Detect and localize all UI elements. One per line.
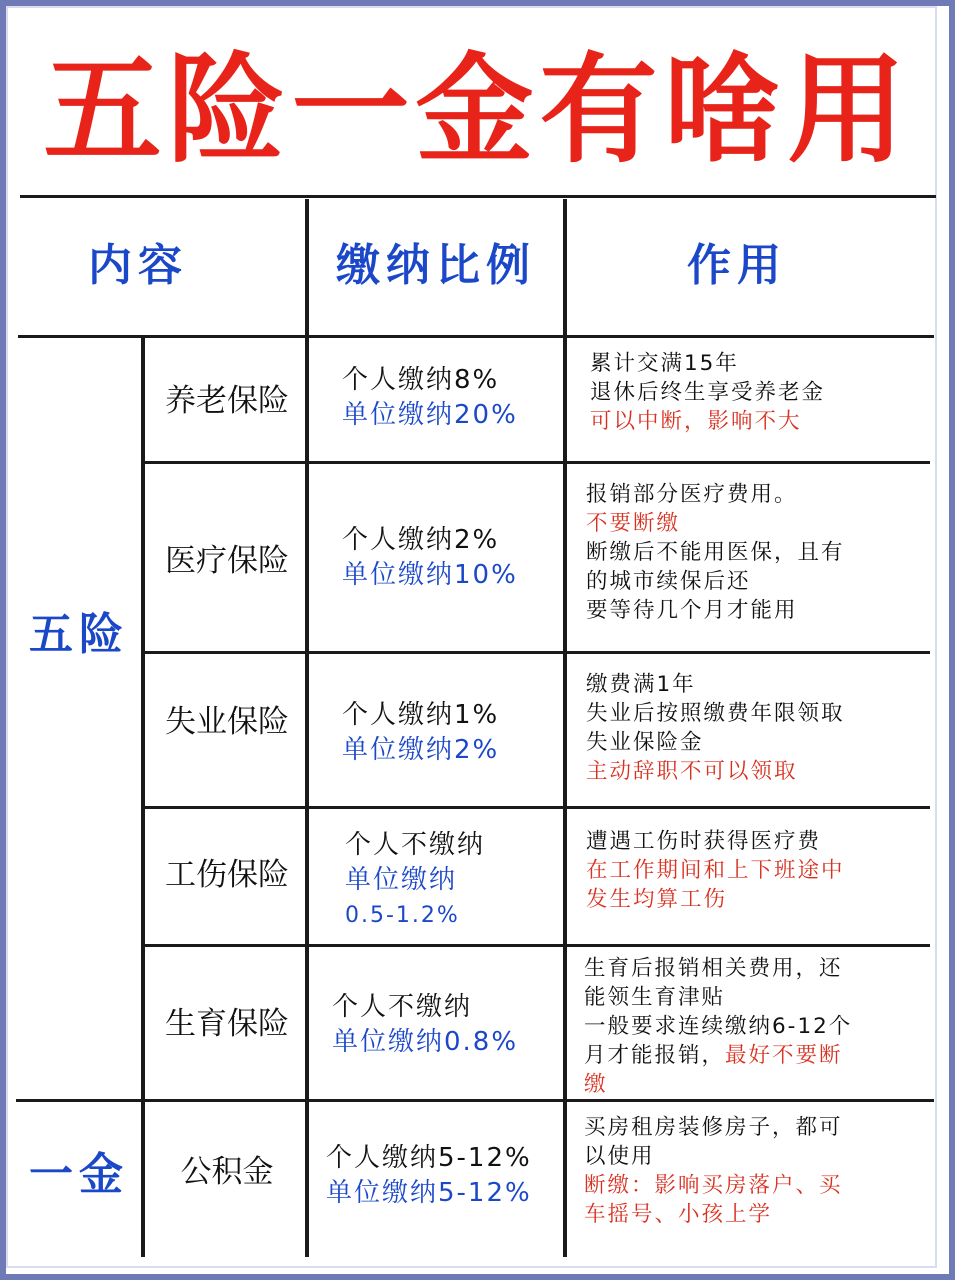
desc-work-injury — [586, 827, 921, 914]
personal-rate: 个人缴纳5-12% — [326, 1143, 532, 1173]
row-name-medical: 医疗保险 — [165, 543, 289, 579]
desc-line: 一般要求连续缴纳6-12个 — [584, 1014, 853, 1039]
row-name-work-injury: 工伤保险 — [165, 857, 289, 893]
ratio-pension — [342, 363, 596, 433]
company-rate: 单位缴纳 — [345, 865, 458, 895]
personal-rate: 个人缴纳8% — [342, 365, 500, 395]
desc-line: 要等待几个月才能用 — [586, 598, 798, 623]
category-five-insurances: 五险 — [29, 609, 129, 660]
desc-line: 报销部分医疗费用。 — [586, 482, 798, 507]
desc-warning: 最好不要断 — [725, 1043, 843, 1068]
company-rate: 单位缴纳10% — [342, 560, 518, 590]
desc-warning: 断缴：影响买房落户、买 — [584, 1173, 843, 1198]
desc-line: 失业保险金 — [586, 730, 704, 755]
desc-line: 断缴后不能用医保，且有 — [586, 540, 845, 565]
desc-warning: 在工作期间和上下班途中 — [586, 858, 845, 883]
desc-line: 的城市续保后还 — [586, 569, 751, 594]
company-rate: 单位缴纳2% — [342, 735, 500, 765]
desc-line: 能领生育津贴 — [584, 985, 726, 1010]
desc-line: 累计交满15年 — [590, 351, 739, 376]
divider — [20, 195, 936, 198]
header-content: 内容 — [88, 240, 188, 291]
ratio-housing-fund — [326, 1141, 580, 1211]
desc-line: 买房租房装修房子，都可 — [584, 1115, 843, 1140]
row-name-housing-fund: 公积金 — [180, 1154, 274, 1190]
category-one-fund: 一金 — [29, 1149, 129, 1200]
personal-rate: 个人缴纳2% — [342, 525, 500, 555]
header-effect: 作用 — [687, 240, 787, 291]
desc-pension — [590, 349, 925, 436]
ratio-work-injury — [345, 828, 599, 933]
desc-warning: 发生均算工伤 — [586, 887, 728, 912]
divider — [144, 944, 930, 947]
divider — [144, 651, 930, 654]
company-rate-range: 0.5-1.2% — [345, 903, 460, 928]
personal-rate: 个人缴纳1% — [342, 700, 500, 730]
page-title: 五险一金有啥用 — [43, 41, 912, 179]
desc-line: 失业后按照缴费年限领取 — [586, 701, 845, 726]
divider — [141, 337, 145, 1257]
desc-line: 缴费满1年 — [586, 672, 696, 697]
personal-rate: 个人不缴纳 — [345, 830, 486, 860]
desc-mixed-line — [584, 1041, 919, 1070]
desc-line: 以使用 — [584, 1144, 655, 1169]
desc-unemployment — [586, 670, 921, 786]
header-ratio: 缴纳比例 — [336, 240, 536, 291]
row-name-unemployment: 失业保险 — [165, 704, 289, 740]
desc-warning: 缴 — [584, 1072, 608, 1097]
desc-warning: 可以中断，影响不大 — [590, 409, 802, 434]
divider — [16, 1099, 934, 1102]
desc-warning: 车摇号、小孩上学 — [584, 1202, 773, 1227]
row-name-maternity: 生育保险 — [165, 1006, 289, 1042]
company-rate: 单位缴纳0.8% — [332, 1027, 519, 1057]
ratio-medical — [342, 523, 596, 593]
row-name-pension: 养老保险 — [165, 383, 289, 419]
desc-warning: 不要断缴 — [586, 511, 681, 536]
ratio-unemployment — [342, 698, 596, 768]
desc-line: 遭遇工伤时获得医疗费 — [586, 829, 822, 854]
divider — [144, 806, 930, 809]
ratio-maternity — [332, 990, 586, 1060]
divider — [144, 461, 930, 464]
desc-line-part: 月才能报销， — [584, 1043, 726, 1068]
company-rate: 单位缴纳5-12% — [326, 1178, 532, 1208]
desc-line: 生育后报销相关费用，还 — [584, 956, 843, 981]
desc-maternity — [584, 954, 919, 1099]
desc-warning: 主动辞职不可以领取 — [586, 759, 798, 784]
desc-housing-fund — [584, 1113, 919, 1229]
desc-medical — [586, 480, 921, 625]
desc-line: 退休后终生享受养老金 — [590, 380, 826, 405]
company-rate: 单位缴纳20% — [342, 400, 518, 430]
divider — [18, 335, 934, 338]
personal-rate: 个人不缴纳 — [332, 992, 473, 1022]
